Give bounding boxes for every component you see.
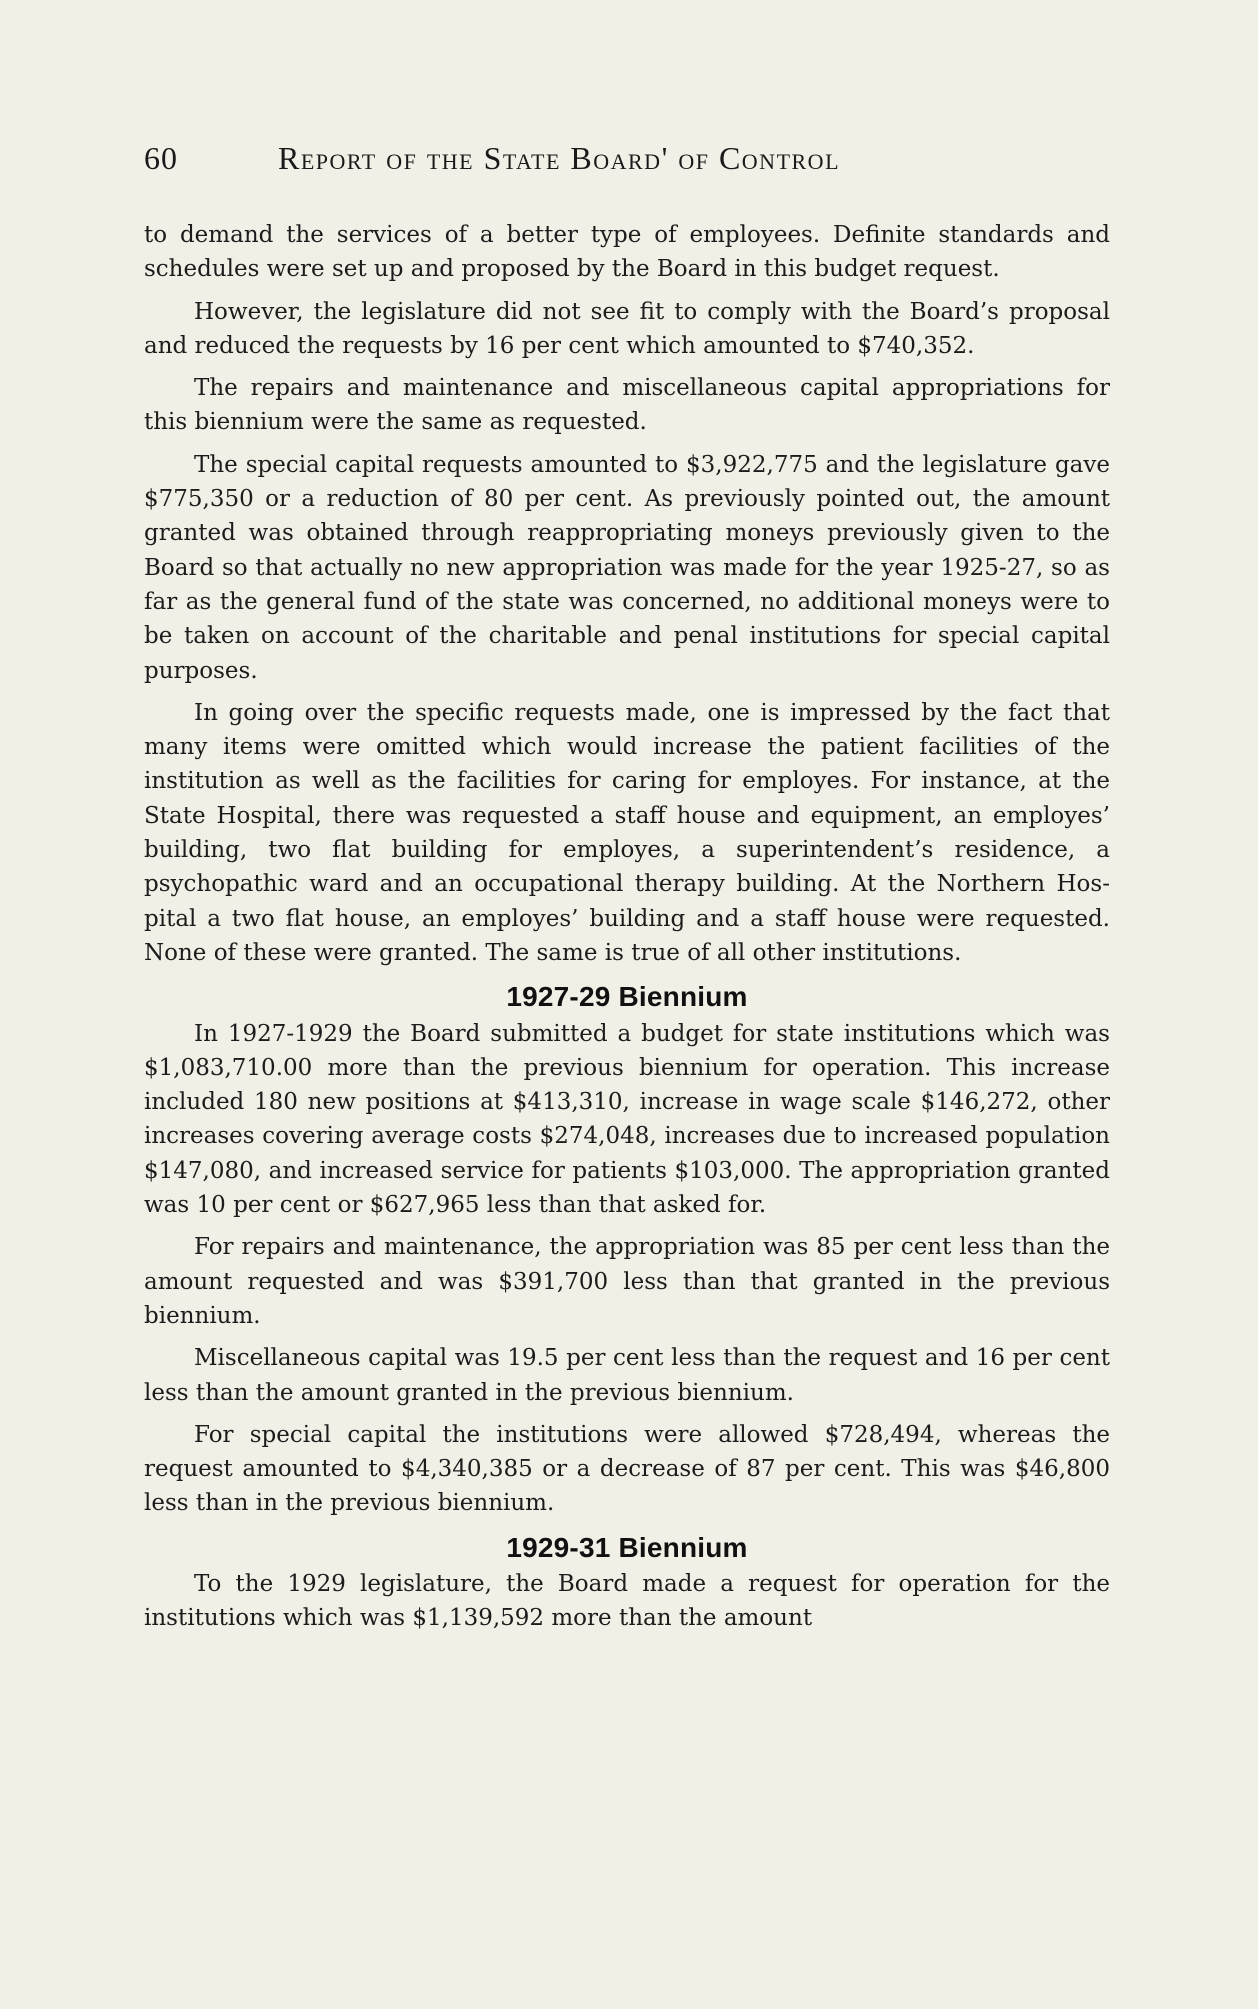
section-heading-1927-29: 1927-29 Biennium xyxy=(506,981,748,1013)
running-head: Report of the State Board' of Control xyxy=(278,140,841,176)
page-number: 60 xyxy=(144,140,178,176)
paragraph: Miscellaneous capital was 19.5 per cent less than the request and 16 per cent less than the amount granted in the previous biennium. xyxy=(144,1345,1110,1406)
paragraph: In 1927-1929 the Board submitted a budget for state institutions which was $1,083,710.00 more than the previous biennium for operation. This increase included 180 new positions at $413,310, increase in wage scale $146,272, other increases covering average costs $274,048, increases due to increased population $147,080, and increased service for patients $103,000. The appropriation granted was 10 per cent or $627,965 less than that asked for. xyxy=(144,1020,1110,1219)
paragraph: In going over the specific requests made, one is impressed by the fact that many items were omitted which would increase the patient facilities of the institution as well as the facilities for caring for employes. For instance, at the State Hospital, there was requested a staff house and equipment, an employes’ building, two flat building for employes, a superintendent’s residence, a psychopathic ward and an occupational therapy building. At the Northern Hospital a two flat house, an employes’ building and a staff house were requested. None of these were granted. The same is true of all other institutions. xyxy=(144,699,1110,966)
page-header xyxy=(144,140,1124,184)
paragraph: To the 1929 legislature, the Board made a request for operation for the institutions which was $1,139,592 more than the amount xyxy=(144,1570,1110,1632)
section-heading-1929-31: 1929-31 Biennium xyxy=(506,1531,748,1563)
paragraph: The repairs and maintenance and miscellaneous capital appropriations for this biennium were the same as requested. xyxy=(144,375,1110,436)
paragraph: The special capital requests amounted to $3,922,775 and the legislature gave $775,350 or a reduction of 80 per cent. As previously pointed out, the amount granted was obtained through reappropriating moneys previously given to the Board so that actually no new appropriation was made for the year 1925-27, so as far as the general fund of the state was concerned, no additional moneys were to be taken on account of the charitable and penal institutions for special capital purposes. xyxy=(144,451,1110,684)
paragraph: For repairs and maintenance, the appropriation was 85 per cent less than the amount requested and was $391,700 less than that granted in the previous biennium. xyxy=(144,1234,1110,1329)
paragraph: However, the legislature did not see fit to comply with the Board’s proposal and reduced the requests by 16 per cent which amounted to $740,352. xyxy=(144,298,1110,359)
paragraph: to demand the services of a better type of employees. Definite standards and schedules were set up and proposed by the Board in this budget request. xyxy=(144,222,1110,283)
body-text xyxy=(144,218,1110,1644)
paragraph: For special capital the institutions were allowed $728,494, whereas the request amounted to $4,340,385 or a decrease of 87 per cent. This was $46,800 less than in the previous biennium. xyxy=(144,1421,1110,1517)
